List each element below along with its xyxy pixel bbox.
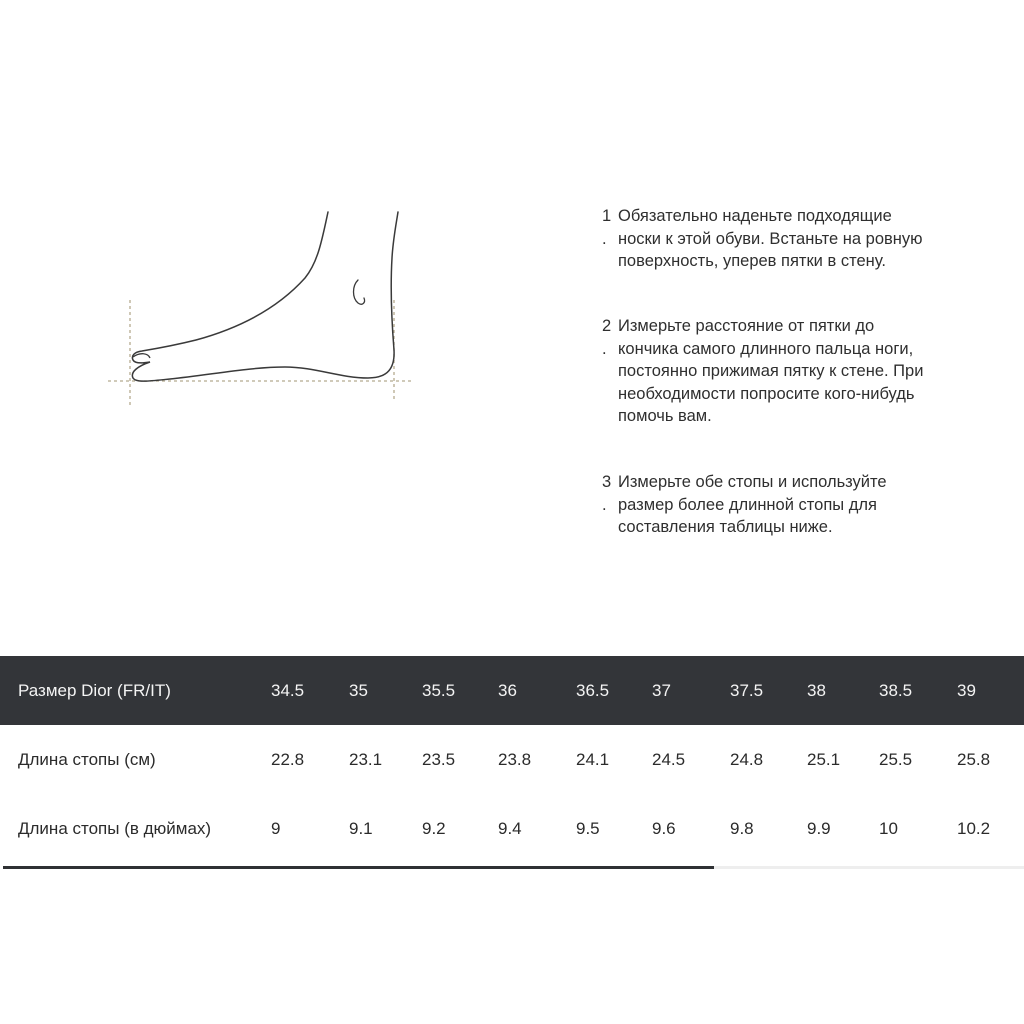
instruction-step-1	[602, 205, 923, 273]
header-size: 35.5	[422, 681, 456, 700]
table-cell: 9.5	[576, 819, 600, 838]
table-cell: 24.5	[652, 750, 686, 769]
header-label: Размер Dior (FR/IT)	[18, 681, 171, 700]
table-cell: 25.8	[957, 750, 991, 769]
table-cell: 24.1	[576, 750, 610, 769]
header-size: 34.5	[271, 681, 305, 700]
step-number: 3	[602, 473, 612, 491]
table-row-inches	[0, 794, 1024, 863]
table-scrollbar-thumb[interactable]	[3, 866, 714, 869]
header-size: 38	[807, 681, 826, 700]
step-text: Измерьте обе стопы и используйте размер более длинной стопы для составления таблицы ниже.	[618, 473, 887, 536]
table-cell: 9.4	[498, 819, 522, 838]
table-cell: 9.8	[730, 819, 754, 838]
table-cell: 24.8	[730, 750, 764, 769]
step-dot: .	[602, 495, 607, 514]
header-size: 39	[957, 681, 976, 700]
step-dot: .	[602, 339, 607, 358]
table-cell: 23.1	[349, 750, 383, 769]
header-size: 37	[652, 681, 671, 700]
instruction-step-3	[602, 471, 887, 539]
table-cell: 25.1	[807, 750, 841, 769]
step-text: Измерьте расстояние от пятки до кончика самого длинного пальца ноги, постоянно прижимая пятку к стене. При необходимости попросите кого-нибудь помочь вам.	[618, 317, 924, 425]
header-size: 36.5	[576, 681, 610, 700]
step-text: Обязательно наденьте подходящие носки к этой обуви. Встаньте на ровную поверхность, уперев пятки в стену.	[618, 207, 923, 270]
step-number: 2	[602, 317, 612, 335]
step-dot: .	[602, 229, 607, 248]
table-cell: 9.1	[349, 819, 373, 838]
table-header-row	[0, 656, 1024, 725]
table-cell: 25.5	[879, 750, 913, 769]
size-table	[0, 656, 1024, 863]
header-size: 37.5	[730, 681, 764, 700]
table-cell: 9.6	[652, 819, 676, 838]
table-cell: 9	[271, 819, 281, 838]
row-label: Длина стопы (см)	[18, 750, 156, 769]
step-number: 1	[602, 207, 612, 225]
header-size: 36	[498, 681, 517, 700]
header-size: 38.5	[879, 681, 913, 700]
table-cell: 10	[879, 819, 898, 838]
header-size: 35	[349, 681, 368, 700]
table-row-cm	[0, 725, 1024, 794]
table-cell: 9.2	[422, 819, 446, 838]
table-cell: 23.8	[498, 750, 532, 769]
table-cell: 23.5	[422, 750, 456, 769]
row-label: Длина стопы (в дюймах)	[18, 819, 212, 838]
table-cell: 22.8	[271, 750, 305, 769]
instruction-step-2	[602, 315, 923, 428]
table-cell: 9.9	[807, 819, 831, 838]
table-scrollbar-track[interactable]	[3, 866, 1024, 869]
foot-measurement-icon	[100, 200, 420, 410]
table-cell: 10.2	[957, 819, 991, 838]
